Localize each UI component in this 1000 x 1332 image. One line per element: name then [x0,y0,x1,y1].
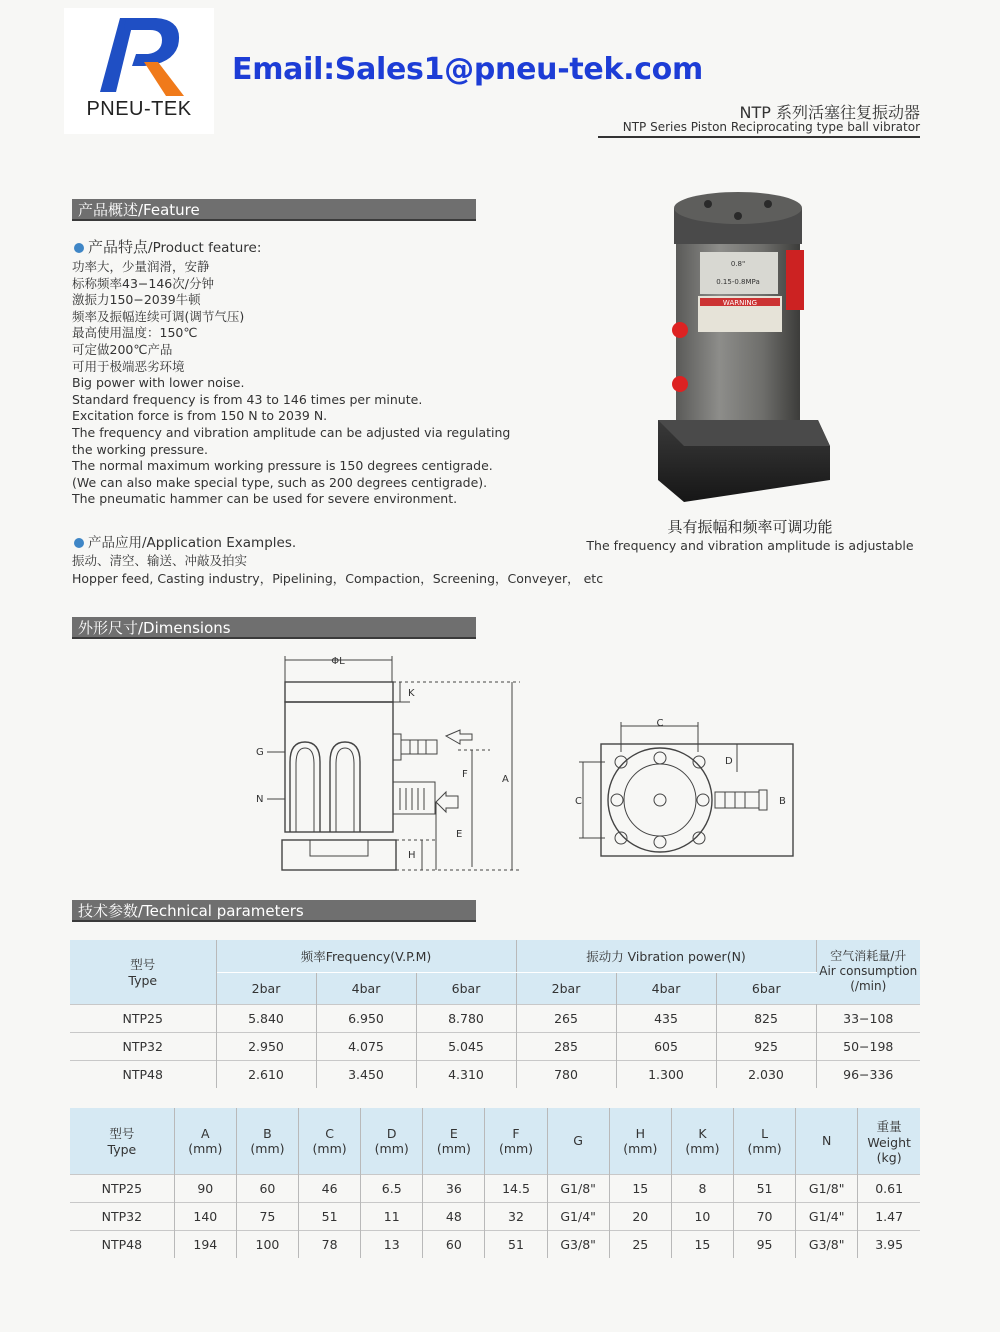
dim-label-H: H [408,850,416,861]
value-cell: 51 [485,1230,547,1258]
value-cell: 51 [734,1174,796,1202]
dimension-header-unit: (mm) [498,1140,534,1156]
value-cell: 3.450 [316,1060,416,1088]
value-cell: G1/8" [547,1174,609,1202]
value-cell: 50−198 [816,1032,920,1060]
feature-line: 最高使用温度：150℃ [72,325,198,341]
dimension-header-a [174,1108,236,1174]
dimension-header-unit: (mm) [250,1140,285,1156]
photo-warning: WARNING [722,299,758,307]
dimensions-section-title: 外形尺寸/Dimensions [72,617,476,639]
product-feature-en: /Product feature: [148,240,262,256]
dimension-header-unit: (mm) [312,1140,347,1156]
application-title: 产品应用/Application Examples. [88,535,297,551]
type-header [70,1108,174,1174]
dimension-header-name: H [635,1125,645,1141]
frequency-header: 频率Frequency(V.P.M) [216,940,516,972]
bullet-icon [74,243,84,253]
pressure-subheader: 4bar [316,972,416,1004]
value-cell: 194 [174,1230,236,1258]
feature-line: 可定做200℃产品 [72,341,173,357]
value-cell: 925 [716,1032,816,1060]
dimension-header-unit: (mm) [685,1140,720,1156]
value-cell: 10 [671,1202,733,1230]
value-cell: 36 [423,1174,485,1202]
technical-section-title: 技术参数/Technical parameters [72,900,476,922]
table-row [70,1174,920,1202]
pressure-subheader: 4bar [616,972,716,1004]
photo-caption-en: The frequency and vibration amplitude is adjustable [586,538,914,553]
header-divider [598,136,920,138]
air-consumption-header [816,940,920,1004]
value-cell: 15 [609,1174,671,1202]
dimension-header-name: B [263,1125,272,1141]
table-row [70,1202,920,1230]
value-cell: 100 [236,1230,298,1258]
value-cell: 25 [609,1230,671,1258]
product-feature-heading [74,236,261,257]
dimension-header-unit: (mm) [747,1140,782,1156]
value-cell: 15 [671,1230,733,1258]
value-cell: 5.840 [216,1004,316,1032]
dimensions-table [70,1108,920,1258]
dimension-header-name: D [386,1125,397,1141]
value-cell: 70 [734,1202,796,1230]
feature-line: Big power with lower noise. [72,375,245,391]
value-cell: 13 [361,1230,423,1258]
dimension-header-c [299,1108,361,1174]
dimension-header-unit: (mm) [623,1140,658,1156]
pressure-subheader: 6bar [716,972,816,1004]
table-row [70,1230,920,1258]
value-cell: 2.950 [216,1032,316,1060]
dimension-header-k [671,1108,733,1174]
feature-line: 功率大，少量润滑，安静 [72,259,210,274]
weight-header-en: Weight [867,1134,911,1150]
value-cell: G3/8" [547,1230,609,1258]
air-header-cn: 空气消耗量/升 [830,949,907,964]
value-cell: 4.075 [316,1032,416,1060]
dimension-header-name: A [201,1125,210,1141]
dimension-header-name: L [761,1125,769,1141]
feature-line: (We can also make special type, such as 200 degrees centigrade). [72,474,488,490]
company-logo [64,8,214,134]
model-cell: NTP25 [70,1004,216,1032]
feature-line: 标称频率43−146次/分钟 [72,275,214,291]
feature-line: The normal maximum working pressure is 150 degrees centigrade. [72,458,493,474]
value-cell: 8.780 [416,1004,516,1032]
value-cell: 5.045 [416,1032,516,1060]
feature-line: the working pressure. [72,441,209,457]
series-title-en: NTP Series Piston Reciprocating type ball vibrator [622,120,920,134]
dimension-header-e [423,1108,485,1174]
value-cell: 14.5 [485,1174,547,1202]
product-photo [640,180,840,510]
value-cell: 265 [516,1004,616,1032]
value-cell: 46 [299,1174,361,1202]
logo-text: PNEU-TEK [86,98,192,120]
value-cell: 60 [423,1230,485,1258]
value-cell: 60 [236,1174,298,1202]
value-cell: 51 [299,1202,361,1230]
value-cell: G1/8" [796,1174,858,1202]
value-cell: 48 [423,1202,485,1230]
dimension-header-unit: (mm) [374,1140,409,1156]
feature-line: The frequency and vibration amplitude can be adjusted via regulating [72,424,511,440]
dimension-header-d [361,1108,423,1174]
top-view-drawing [565,712,805,862]
value-cell: 780 [516,1060,616,1088]
value-cell: G1/4" [796,1202,858,1230]
value-cell: G3/8" [796,1230,858,1258]
value-cell: 1.47 [858,1202,920,1230]
dimension-header-name: C [325,1125,334,1141]
bullet-icon [74,538,84,548]
dim-label-C-top: C [656,718,664,729]
photo-caption-cn: 具有振幅和频率可调功能 [667,518,833,536]
type-header-cn: 型号 [109,1126,135,1142]
value-cell: 2.610 [216,1060,316,1088]
table-row [70,1060,920,1088]
photo-label-2: 0.15-0.8MPa [716,278,760,286]
value-cell: 32 [485,1202,547,1230]
type-header-en: Type [107,1142,137,1158]
feature-line: 激振力150−2039牛顿 [72,292,201,308]
dimension-header-unit: (mm) [436,1140,471,1156]
model-cell: NTP48 [70,1230,174,1258]
logo-mark-icon [86,12,196,98]
model-cell: NTP32 [70,1202,174,1230]
weight-header-cn: 重量 [876,1118,902,1134]
pressure-subheader: 2bar [216,972,316,1004]
table-row [70,1004,920,1032]
pressure-subheader: 2bar [516,972,616,1004]
value-cell: 6.950 [316,1004,416,1032]
feature-list [72,259,542,508]
feature-line: Excitation force is from 150 N to 2039 N. [72,408,328,424]
value-cell: 1.300 [616,1060,716,1088]
type-header-cn: 型号 [130,957,156,973]
value-cell: 3.95 [858,1230,920,1258]
application-en: Hopper feed, Casting industry，Pipelining，Compaction，Screening，Conveyer， etc [72,571,604,586]
value-cell: 96−336 [816,1060,920,1088]
dimension-header-n [796,1108,858,1174]
dim-label-phiL: ΦL [331,656,345,667]
value-cell: G1/4" [547,1202,609,1230]
model-cell: NTP25 [70,1174,174,1202]
value-cell: 2.030 [716,1060,816,1088]
type-header-en: Type [128,973,158,989]
dim-label-E: E [456,829,463,840]
value-cell: 140 [174,1202,236,1230]
model-cell: NTP48 [70,1060,216,1088]
dimension-header-f [485,1108,547,1174]
value-cell: 8 [671,1174,733,1202]
value-cell: 0.61 [858,1174,920,1202]
contact-email[interactable]: Email:Sales1@pneu-tek.com [232,52,703,87]
dimension-header-name: E [449,1125,458,1141]
dim-label-K: K [408,688,415,699]
application-heading [74,531,296,551]
value-cell: 20 [609,1202,671,1230]
value-cell: 33−108 [816,1004,920,1032]
value-cell: 435 [616,1004,716,1032]
weight-header-unit: (kg) [876,1149,902,1165]
air-header-unit: (/min) [850,979,887,994]
type-header [70,940,216,1004]
side-view-drawing [250,652,530,877]
vibration-power-header: 振动力 Vibration power(N) [516,940,816,972]
dimension-header-g [547,1108,609,1174]
feature-line: 频率及振幅连续可调(调节气压) [72,308,245,324]
value-cell: 11 [361,1202,423,1230]
value-cell: 6.5 [361,1174,423,1202]
dim-label-N: N [256,794,264,805]
application-cn: 振动、清空、输送、冲敲及拍实 [72,553,248,568]
value-cell: 4.310 [416,1060,516,1088]
frequency-power-table [70,940,920,1088]
product-feature-cn: 产品特点 [88,238,149,256]
dim-label-B: B [779,796,786,807]
feature-line: The pneumatic hammer can be used for severe environment. [72,491,458,507]
dim-label-C-left: C [575,796,582,807]
dimension-header-name: K [698,1125,707,1141]
feature-section-title: 产品概述/Feature [72,199,476,221]
value-cell: 90 [174,1174,236,1202]
feature-line: Standard frequency is from 43 to 146 times per minute. [72,391,423,407]
air-header-en: Air consumption [819,964,918,979]
series-title-cn: NTP 系列活塞往复振动器 [739,103,920,122]
dimension-header-name: F [512,1125,520,1141]
dimension-header-unit: (mm) [188,1140,223,1156]
value-cell: 285 [516,1032,616,1060]
dimension-header-name: G [573,1133,583,1149]
photo-label-1: 0.8" [730,260,746,268]
dimension-header-name: N [822,1133,832,1149]
feature-line: 可用于极端恶劣环境 [72,358,185,374]
value-cell: 825 [716,1004,816,1032]
value-cell: 75 [236,1202,298,1230]
dim-label-G: G [256,747,264,758]
dimension-header-b [236,1108,298,1174]
dim-label-F: F [462,769,468,780]
dimension-header-h [609,1108,671,1174]
value-cell: 95 [734,1230,796,1258]
value-cell: 605 [616,1032,716,1060]
dim-label-D: D [725,756,733,767]
table-row [70,1032,920,1060]
dim-label-A: A [502,774,509,785]
weight-header [858,1108,920,1174]
value-cell: 78 [299,1230,361,1258]
pressure-subheader: 6bar [416,972,516,1004]
dimension-header-l [734,1108,796,1174]
model-cell: NTP32 [70,1032,216,1060]
